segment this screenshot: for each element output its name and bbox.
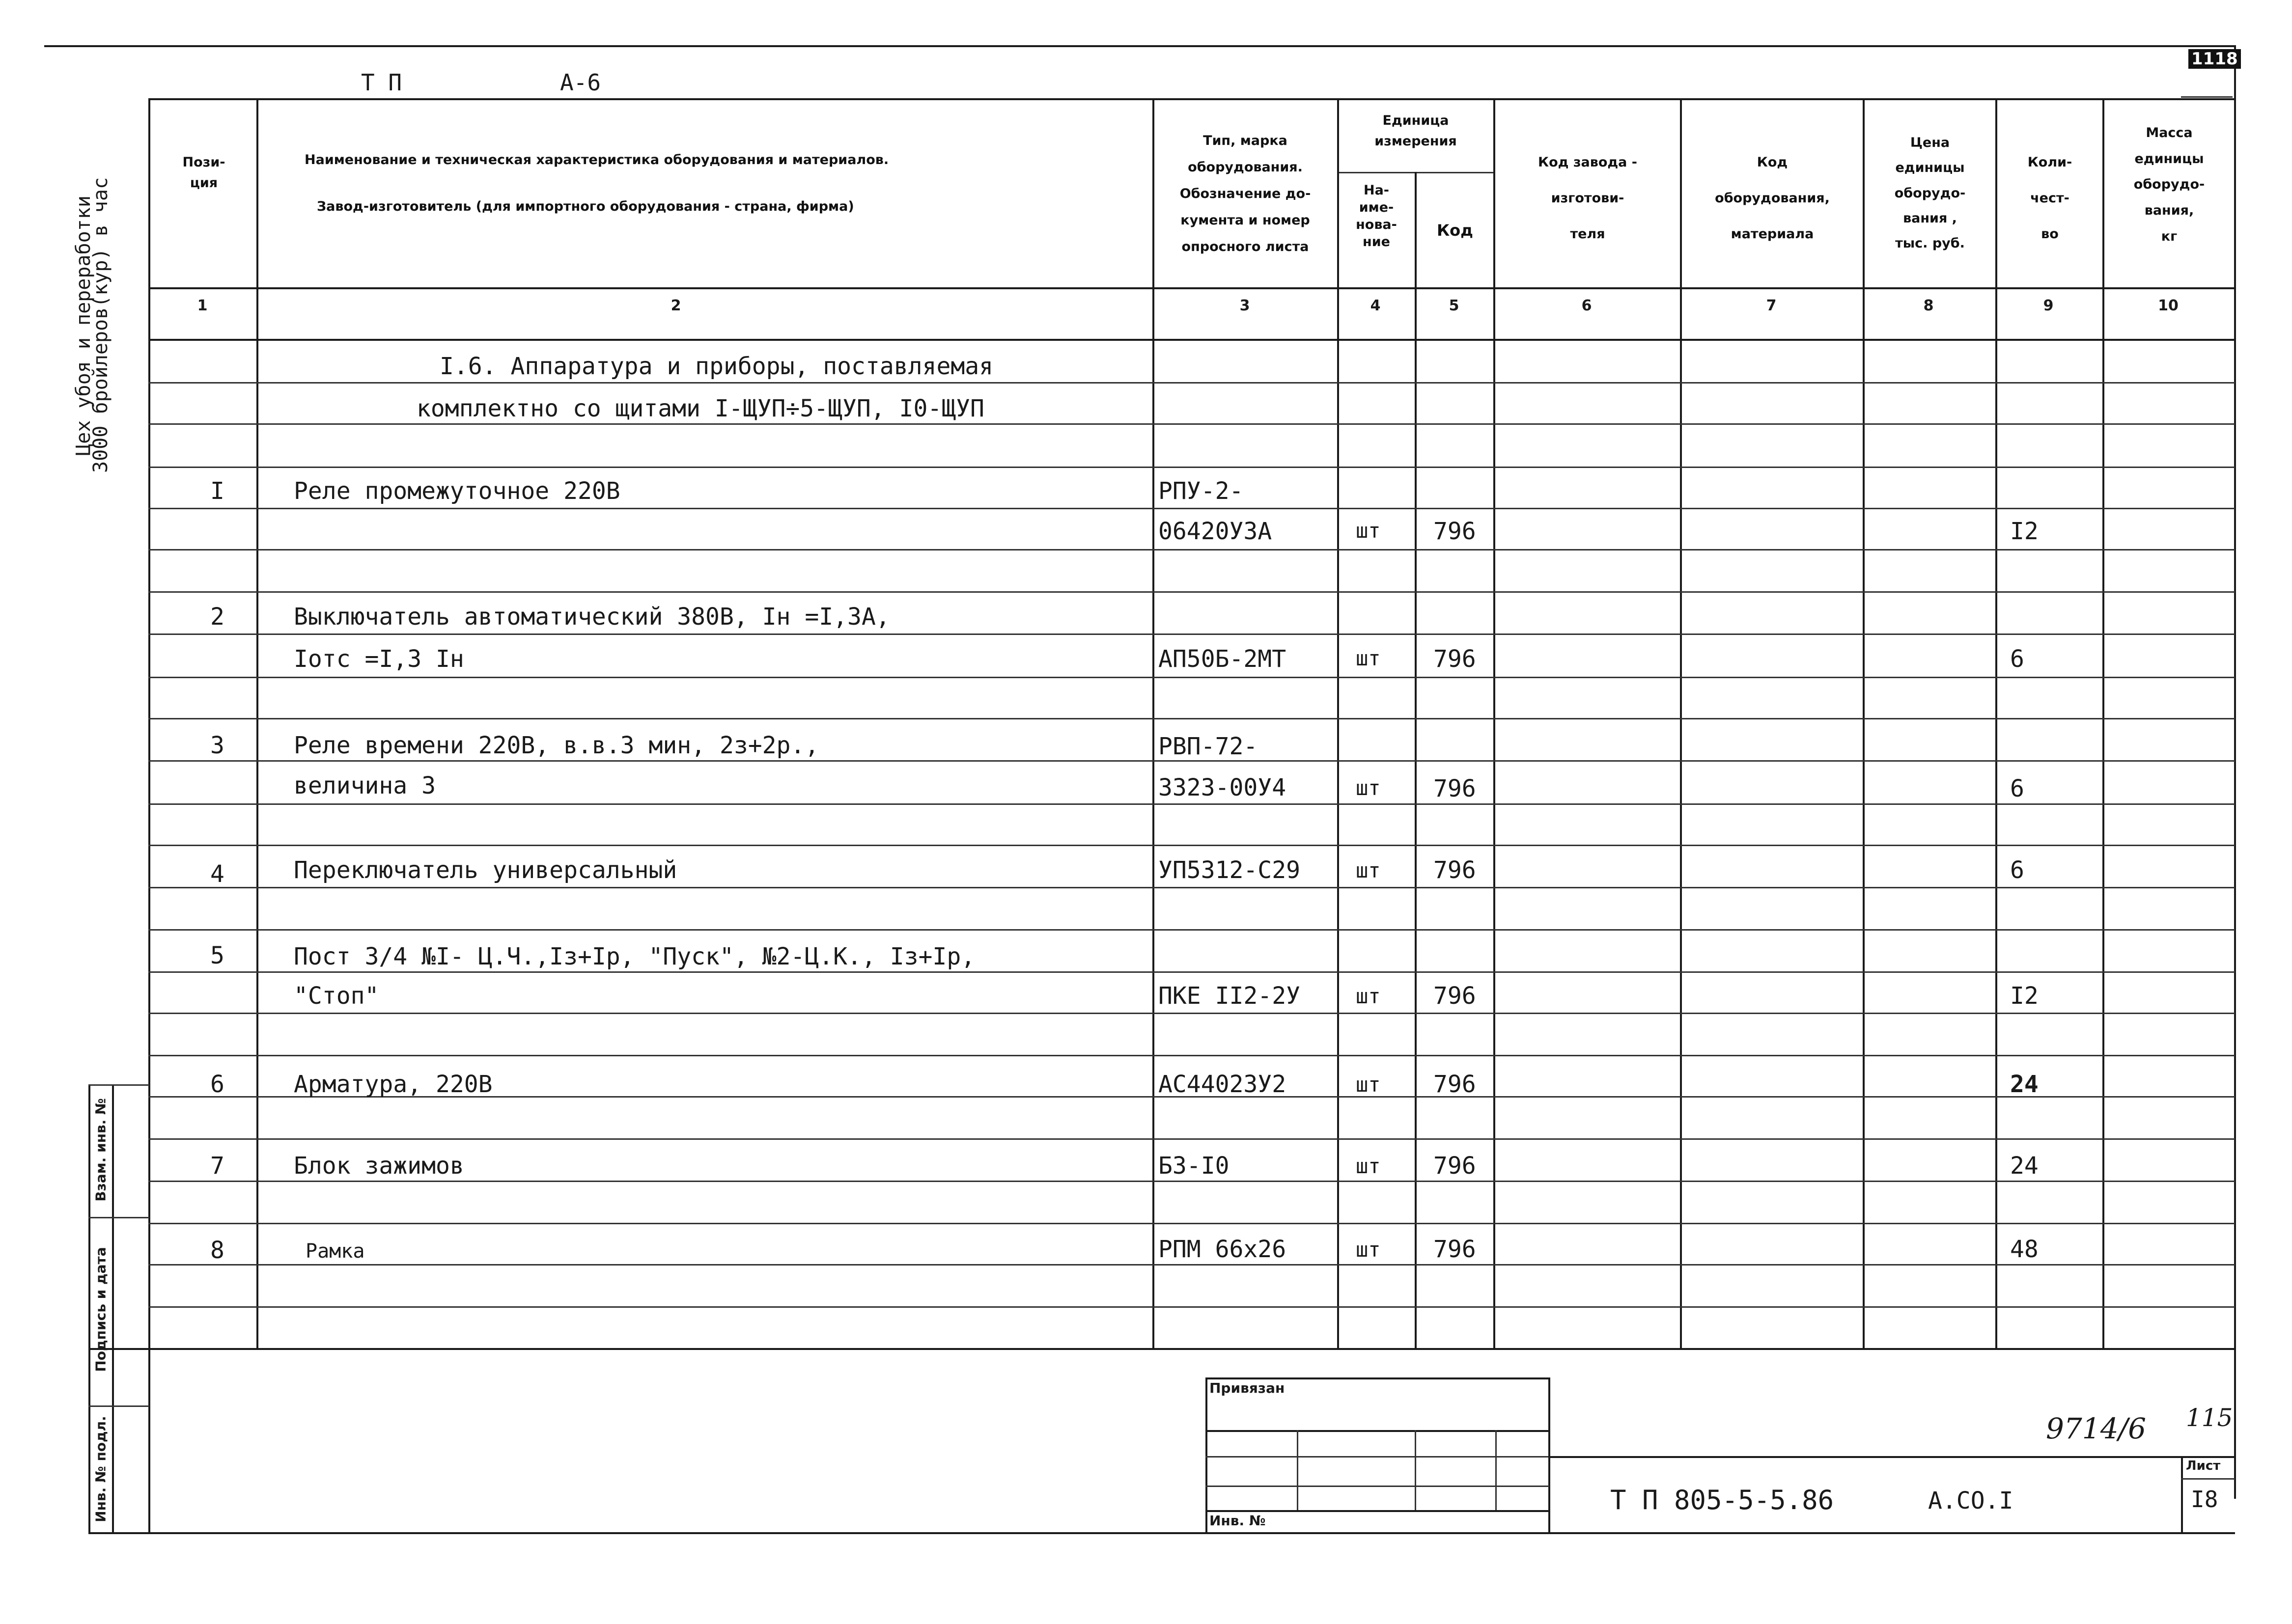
section-title-line2: комплектно со щитами I-ЩУП÷5-ЩУП, I0-ЩУП [417,395,984,422]
row-line [148,1055,2235,1056]
tied-box-row [1205,1430,1549,1432]
tied-box-col [1297,1430,1298,1510]
item-type: РПМ 66х26 [1158,1236,1286,1263]
col-line-5 [1493,98,1495,1348]
designation-code: А.СО.I [1928,1487,2013,1514]
col-line-3 [1337,98,1339,1348]
frame-bottom [88,1532,2235,1534]
tied-label: Привязан [1209,1380,1285,1396]
item-unit: шт [1356,1073,1381,1097]
col-line-9 [2102,98,2104,1348]
item-pos: 6 [210,1071,224,1098]
item-qty: 24 [2010,1152,2039,1180]
item-name: Рамка [306,1240,365,1263]
sheet-cell-divider [2181,1478,2235,1480]
item-unit: шт [1356,776,1381,800]
item-type: УП5312-С29 [1158,856,1300,884]
tied-box-col [1415,1430,1416,1510]
row-line [148,677,2235,678]
item-type: АС44023У2 [1158,1071,1286,1098]
tied-box-col [1495,1430,1497,1510]
col10-header: Масса единицы оборудо- вания, кг [2133,125,2205,244]
item-type: АП50Б-2МТ [1158,645,1286,673]
item-pos: 7 [210,1152,224,1180]
header-top [148,98,2235,100]
item-pos: 5 [210,942,224,969]
row-line [148,845,2235,846]
row-line [148,423,2235,425]
row-line [148,1138,2235,1140]
title-block-line [1548,1456,2235,1458]
item-code: 796 [1433,1071,1476,1098]
inventory-label: Инв. № [1209,1513,1266,1529]
item-code: 796 [1433,1152,1476,1180]
colnum-1: 1 [197,297,208,314]
row-line [148,1223,2235,1224]
row-line [148,1181,2235,1182]
col9-header: Коли- чест- во [2027,155,2072,242]
row-line [148,1306,2235,1308]
item-code: 796 [1433,982,1476,1010]
tied-box-row [1205,1486,1549,1487]
section-title-line1: I.6. Аппаратура и приборы, поставляемая [440,353,994,380]
row-line [148,549,2235,551]
row-line [148,803,2235,805]
item-unit: шт [1356,858,1381,882]
item-type: РВП-72- [1158,733,1258,760]
tied-box-row [1205,1456,1549,1458]
col8-header: Цена единицы оборудо- вания , тыс. руб. [1894,135,1966,251]
page-mark: 115 [2186,1404,2233,1432]
item-type: Б3-I0 [1158,1152,1230,1180]
left-strip-label-replaced: Взам. инв. № [92,1098,109,1202]
item-unit: шт [1356,1154,1381,1178]
row-line [148,382,2235,384]
item-code: 796 [1433,645,1476,673]
item-qty: I2 [2010,982,2039,1010]
frame-top [44,45,2235,47]
row-line [148,1264,2235,1266]
colnum-3: 3 [1239,297,1250,314]
sheet-label: Лист [2186,1459,2221,1473]
left-strip-label-signature: Подпись и дата [92,1247,109,1372]
header-bottom [148,287,2235,289]
colnum-2: 2 [671,297,681,314]
item-qty: 6 [2010,645,2024,673]
row-line [148,887,2235,888]
col-line-1 [256,98,258,1348]
frame-left-main [148,98,150,1534]
item-type: РПУ-2- [1158,477,1244,505]
item-name: Арматура, 220В [294,1071,493,1098]
item-name: Выключатель автоматический 380В, Iн =I,3А, [294,603,890,631]
colnum-5: 5 [1449,297,1459,314]
col2-header-line1: Наименование и техническая характеристика оборудования и материалов. [305,152,889,167]
item-name: Пост 3/4 №I- Ц.Ч.,Iз+Iр, "Пуск", №2-Ц.К., Iз+Iр, [294,943,976,970]
frame-left-stamp [88,1084,90,1533]
item-type: ПКЕ II2-2У [1158,982,1300,1010]
col2-header-line2: Завод-изготовитель (для импортного оборудования - страна, фирма) [317,199,854,214]
left-strip-inner [112,1084,114,1533]
item-qty: 6 [2010,856,2024,884]
row-line [148,1013,2235,1014]
item-pos: 2 [210,603,224,631]
row-line [148,591,2235,593]
tied-box-top [1205,1377,1549,1379]
col-line-2 [1152,98,1154,1348]
item-qty: 48 [2010,1236,2039,1263]
colnum-9: 9 [2043,297,2054,314]
sheet-cell-left [2181,1456,2183,1533]
item-name: величина 3 [294,772,436,799]
row-line [148,929,2235,931]
row-line [148,467,2235,468]
col5-header: Код [1437,221,1473,240]
item-unit: шт [1356,646,1381,670]
col3-header: Тип, марка оборудования. Обозначение до- кумента и номер опросного листа [1179,133,1311,254]
tied-box-row [1205,1510,1549,1512]
col-line-10 [2234,98,2236,1348]
doc-number: 9714/6 [2046,1412,2147,1445]
side-caption-line2: 3000 бройлеров(кур) в час [89,177,112,473]
item-qty: I2 [2010,518,2039,545]
album-label: А-6 [560,69,601,96]
item-unit: шт [1356,984,1381,1008]
item-unit: шт [1356,1238,1381,1262]
left-strip-label-inventory: Инв. № подл. [92,1416,109,1522]
item-code: 796 [1433,775,1476,802]
col4-header: На- име- нова- ние [1356,183,1397,250]
colnum-7: 7 [1766,297,1777,314]
item-name: Блок зажимов [294,1152,464,1180]
col-line-8 [1995,98,1997,1348]
sheet-number: I8 [2191,1486,2218,1513]
item-code: 796 [1433,856,1476,884]
item-qty: 24 [2010,1071,2039,1098]
corner-mark: 1118 [2188,49,2241,69]
item-qty: 6 [2010,775,2024,802]
column-numbers-bottom [148,339,2235,341]
col-line-6 [1680,98,1682,1348]
col1-header: Пози- ция [182,155,225,191]
row-line [148,718,2235,719]
side-caption-line1: Цех убоя и переработки [72,195,95,456]
colnum-10: 10 [2158,297,2179,314]
item-pos: 8 [210,1237,224,1264]
row-line [148,971,2235,973]
item-name: Iотс =I,3 Iн [294,645,464,673]
corner-underline [2181,96,2233,98]
col6-header: Код завода - изготови- теля [1538,155,1637,242]
row-line [148,633,2235,635]
series-label: Т П [361,69,402,96]
item-name: "Стоп" [294,982,379,1010]
item-name: Реле времени 220В, в.в.3 мин, 2з+2р., [294,732,819,759]
colnum-6: 6 [1581,297,1592,314]
col-line-7 [1863,98,1865,1348]
col7-header: Код оборудования, материала [1715,155,1830,242]
colnum-4: 4 [1370,297,1381,314]
item-pos: 4 [210,860,224,888]
table-bottom [88,1348,2235,1350]
item-name: Реле промежуточное 220В [294,477,620,505]
item-unit: шт [1356,519,1381,543]
row-line [148,760,2235,762]
item-type: 3323-00У4 [1158,774,1286,801]
item-pos: 3 [210,732,224,759]
item-pos: I [210,477,224,505]
item-code: 796 [1433,518,1476,545]
designation: Т П 805-5-5.86 [1610,1485,1834,1515]
item-type: 06420У3А [1158,518,1272,545]
unit-group-header: Единица измерения [1374,113,1457,149]
item-code: 796 [1433,1236,1476,1263]
colnum-8: 8 [1923,297,1934,314]
row-line [148,508,2235,509]
item-name: Переключатель универсальный [294,856,677,884]
